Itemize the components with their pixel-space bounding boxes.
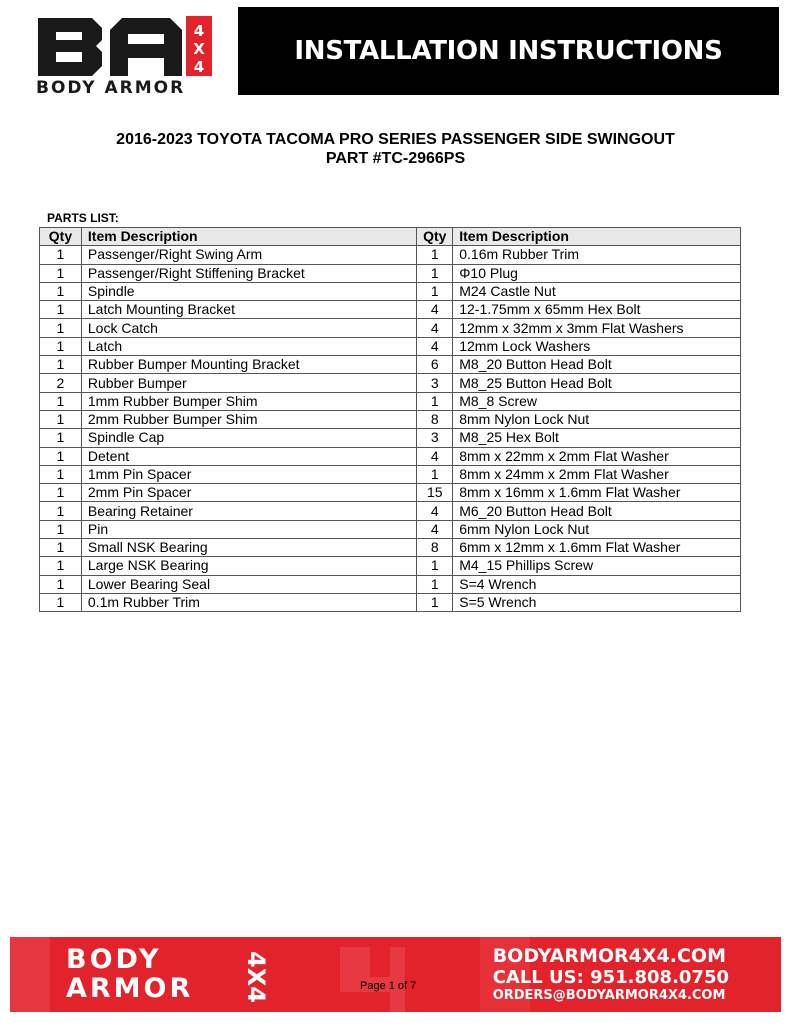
qty-cell: 1 <box>40 392 82 410</box>
qty-cell: 1 <box>40 319 82 337</box>
description-cell: Passenger/Right Swing Arm <box>81 246 416 264</box>
description-cell: Rubber Bumper <box>81 374 416 392</box>
qty-cell: 1 <box>40 337 82 355</box>
qty-cell: 1 <box>40 246 82 264</box>
description-cell: M8_20 Button Head Bolt <box>453 356 741 374</box>
qty-cell: 3 <box>417 374 453 392</box>
qty-cell: 1 <box>40 539 82 557</box>
description-cell: 6mm Nylon Lock Nut <box>453 520 741 538</box>
footer-logo-line1: BODY <box>66 944 162 975</box>
qty-cell: 1 <box>40 301 82 319</box>
description-cell: 1mm Pin Spacer <box>81 465 416 483</box>
page-number: Page 1 of 7 <box>360 980 417 992</box>
description-cell: 0.16m Rubber Trim <box>453 246 741 264</box>
table-row <box>40 264 741 282</box>
qty-cell: 4 <box>417 337 453 355</box>
qty-cell: 1 <box>417 593 453 611</box>
qty-cell: 4 <box>417 301 453 319</box>
table-row <box>40 319 741 337</box>
description-cell: M8_8 Screw <box>453 392 741 410</box>
description-cell: Small NSK Bearing <box>81 539 416 557</box>
qty-cell: 1 <box>417 264 453 282</box>
table-row <box>40 520 741 538</box>
qty-cell: 4 <box>417 502 453 520</box>
qty-cell: 4 <box>417 520 453 538</box>
qty-cell: 4 <box>417 319 453 337</box>
qty-cell: 1 <box>40 429 82 447</box>
qty-cell: 1 <box>417 282 453 300</box>
qty-cell: 15 <box>417 484 453 502</box>
table-row <box>40 337 741 355</box>
logo-mark-icon <box>30 14 220 78</box>
description-cell: Passenger/Right Stiffening Bracket <box>81 264 416 282</box>
body-armor-logo <box>30 14 220 100</box>
qty-cell: 1 <box>40 410 82 428</box>
phone-number[interactable]: CALL US: 951.808.0750 <box>492 967 729 988</box>
parts-list-label: PARTS LIST: <box>47 211 119 225</box>
part-number: PART #TC-2966PS <box>325 150 466 167</box>
email-link[interactable]: ORDERS@BODYARMOR4X4.COM <box>492 988 726 1003</box>
description-cell: 12-1.75mm x 65mm Hex Bolt <box>453 301 741 319</box>
qty-cell: 1 <box>40 593 82 611</box>
table-row <box>40 429 741 447</box>
description-cell: Pin <box>81 520 416 538</box>
description-cell: Large NSK Bearing <box>81 557 416 575</box>
description-cell: Φ10 Plug <box>453 264 741 282</box>
description-cell: Latch <box>81 337 416 355</box>
description-cell: 1mm Rubber Bumper Shim <box>81 392 416 410</box>
qty-cell: 1 <box>40 575 82 593</box>
description-cell: M24 Castle Nut <box>453 282 741 300</box>
svg-text:4: 4 <box>193 58 205 76</box>
column-header-qty: Qty <box>40 228 82 246</box>
description-cell: M6_20 Button Head Bolt <box>453 502 741 520</box>
description-cell: M8_25 Button Head Bolt <box>453 374 741 392</box>
svg-text:4: 4 <box>193 22 205 40</box>
description-cell: Lock Catch <box>81 319 416 337</box>
description-cell: 8mm x 22mm x 2mm Flat Washer <box>453 447 741 465</box>
column-header-qty: Qty <box>417 228 453 246</box>
description-cell: 8mm x 24mm x 2mm Flat Washer <box>453 465 741 483</box>
document-title: 2016-2023 TOYOTA TACOMA PRO SERIES PASSENGER SIDE SWINGOUT <box>116 131 675 148</box>
qty-cell: 1 <box>40 447 82 465</box>
table-row <box>40 356 741 374</box>
table-row <box>40 246 741 264</box>
description-cell: 0.1m Rubber Trim <box>81 593 416 611</box>
qty-cell: 1 <box>40 465 82 483</box>
table-row <box>40 502 741 520</box>
description-cell: Rubber Bumper Mounting Bracket <box>81 356 416 374</box>
qty-cell: 1 <box>40 520 82 538</box>
footer-logo-x4: 4X4 <box>242 951 270 1003</box>
description-cell: Bearing Retainer <box>81 502 416 520</box>
description-cell: 2mm Pin Spacer <box>81 484 416 502</box>
description-cell: Spindle <box>81 282 416 300</box>
description-cell: 6mm x 12mm x 1.6mm Flat Washer <box>453 539 741 557</box>
qty-cell: 1 <box>417 246 453 264</box>
description-cell: 8mm Nylon Lock Nut <box>453 410 741 428</box>
svg-text:X: X <box>193 40 205 58</box>
description-cell: M4_15 Phillips Screw <box>453 557 741 575</box>
qty-cell: 2 <box>40 374 82 392</box>
footer-logo <box>66 944 270 1004</box>
description-cell: 2mm Rubber Bumper Shim <box>81 410 416 428</box>
footer-contact <box>493 946 729 1004</box>
description-cell: Spindle Cap <box>81 429 416 447</box>
qty-cell: 6 <box>417 356 453 374</box>
qty-cell: 8 <box>417 539 453 557</box>
qty-cell: 1 <box>417 557 453 575</box>
description-cell: 8mm x 16mm x 1.6mm Flat Washer <box>453 484 741 502</box>
qty-cell: 1 <box>40 264 82 282</box>
description-cell: S=4 Wrench <box>453 575 741 593</box>
column-header-description: Item Description <box>453 228 741 246</box>
qty-cell: 4 <box>417 447 453 465</box>
qty-cell: 1 <box>417 392 453 410</box>
table-row <box>40 575 741 593</box>
logo-wordmark: BODY ARMOR <box>36 78 186 98</box>
table-row <box>40 374 741 392</box>
table-header-row <box>40 228 741 246</box>
qty-cell: 1 <box>40 484 82 502</box>
qty-cell: 3 <box>417 429 453 447</box>
qty-cell: 1 <box>417 575 453 593</box>
page-title: INSTALLATION INSTRUCTIONS <box>294 36 723 66</box>
qty-cell: 1 <box>40 557 82 575</box>
table-row <box>40 392 741 410</box>
table-row <box>40 282 741 300</box>
column-header-description: Item Description <box>81 228 416 246</box>
qty-cell: 1 <box>40 356 82 374</box>
footer-banner <box>10 937 781 1012</box>
table-row <box>40 447 741 465</box>
qty-cell: 8 <box>417 410 453 428</box>
description-cell: 12mm Lock Washers <box>453 337 741 355</box>
description-cell: Detent <box>81 447 416 465</box>
footer-logo-line2: ARMOR <box>66 973 194 1004</box>
table-row <box>40 465 741 483</box>
parts-table <box>39 227 741 612</box>
description-cell: S=5 Wrench <box>453 593 741 611</box>
description-cell: M8_25 Hex Bolt <box>453 429 741 447</box>
table-row <box>40 301 741 319</box>
description-cell: Latch Mounting Bracket <box>81 301 416 319</box>
description-cell: 12mm x 32mm x 3mm Flat Washers <box>453 319 741 337</box>
website-link[interactable]: BODYARMOR4X4.COM <box>492 945 726 967</box>
header-banner <box>238 7 779 95</box>
qty-cell: 1 <box>40 282 82 300</box>
qty-cell: 1 <box>417 465 453 483</box>
qty-cell: 1 <box>40 502 82 520</box>
table-row <box>40 484 741 502</box>
table-row <box>40 593 741 611</box>
table-row <box>40 557 741 575</box>
description-cell: Lower Bearing Seal <box>81 575 416 593</box>
table-row <box>40 410 741 428</box>
table-row <box>40 539 741 557</box>
